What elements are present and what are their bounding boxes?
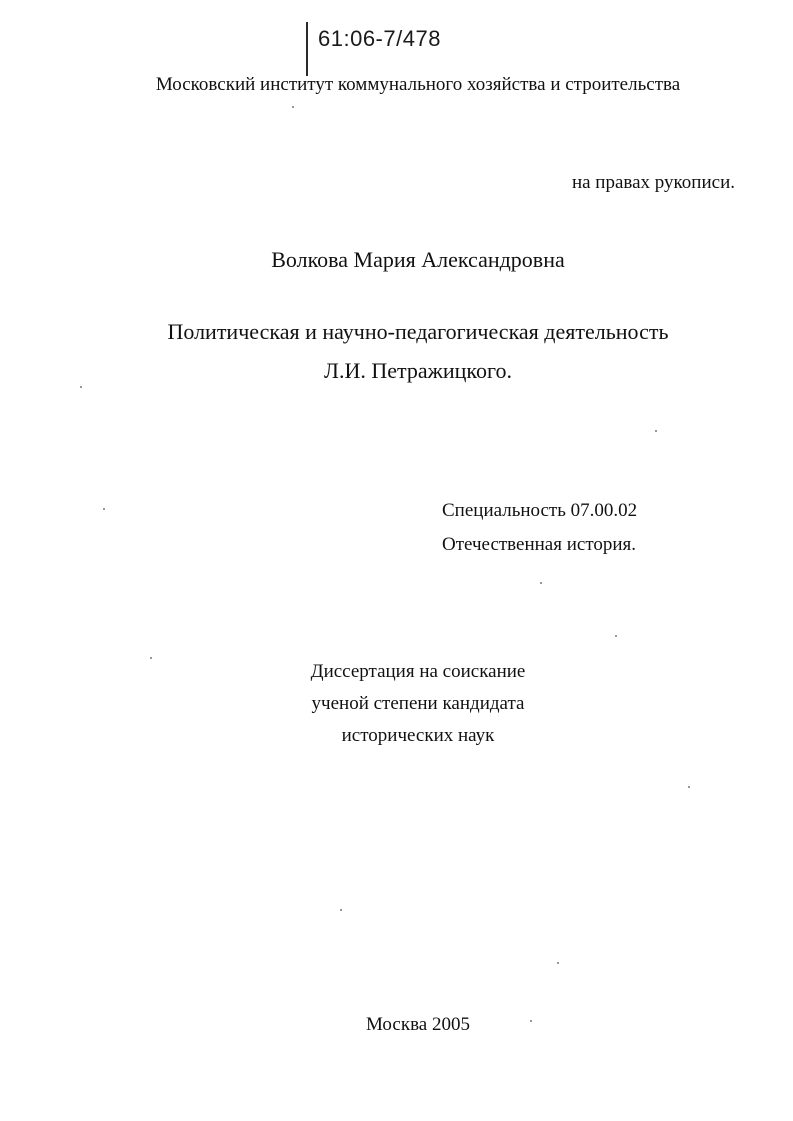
scan-speck xyxy=(688,786,690,788)
scan-speck xyxy=(292,106,294,108)
degree-line-2: ученой степени кандидата xyxy=(311,693,525,714)
institute-name: Московский институт коммунального хозяйства и строительства xyxy=(155,74,681,95)
scan-speck xyxy=(557,962,559,964)
specialty-name: Отечественная история. xyxy=(442,534,637,555)
dissertation-title-line-2: Л.И. Петражицкого. xyxy=(324,358,512,383)
scan-speck xyxy=(540,582,542,584)
specialty-code: Специальность 07.00.02 xyxy=(442,500,638,521)
scan-speck xyxy=(103,508,105,510)
scan-speck xyxy=(615,635,617,637)
scan-speck xyxy=(340,909,342,911)
author-name: Волкова Мария Александровна xyxy=(271,247,565,272)
dissertation-title-line-1: Политическая и научно-педагогическая деятельность xyxy=(167,319,669,344)
scan-speck xyxy=(655,430,657,432)
stamp-divider-line xyxy=(306,22,308,76)
scan-speck xyxy=(530,1020,532,1022)
degree-line-1: Диссертация на соискание xyxy=(310,661,526,682)
archive-stamp-code: 61:06-7/478 xyxy=(318,26,441,51)
manuscript-note: на правах рукописи. xyxy=(571,172,735,193)
scan-speck xyxy=(150,657,152,659)
scan-speck xyxy=(80,386,82,388)
degree-line-3: исторических наук xyxy=(341,725,495,746)
city-year: Москва 2005 xyxy=(366,1014,470,1035)
